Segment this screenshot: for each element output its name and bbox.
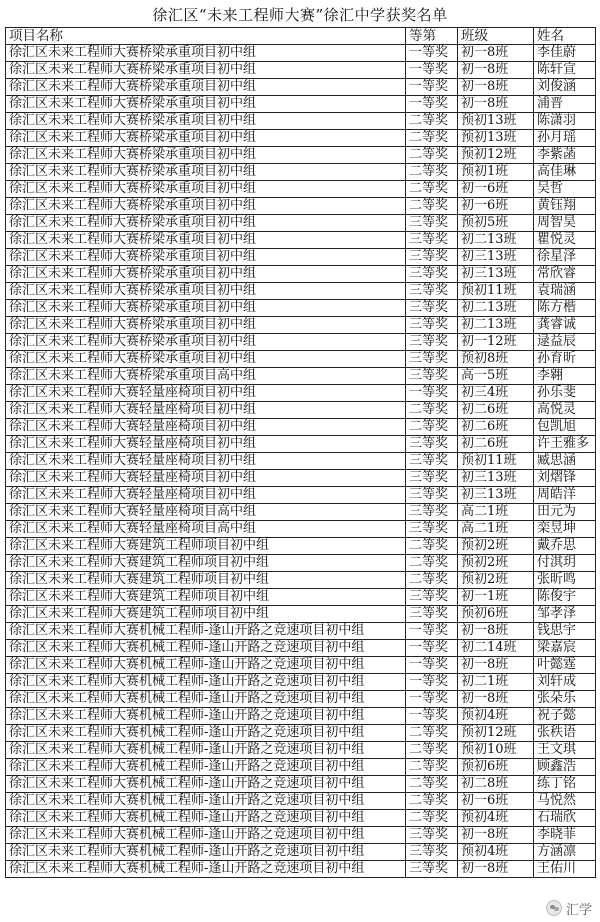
cell-name: 张秩语: [534, 725, 596, 742]
cell-project: 徐汇区未来工程师大赛轻量座椅项目高中组: [6, 504, 406, 521]
cell-project: 徐汇区未来工程师大赛桥梁承重项目初中组: [6, 198, 406, 215]
cell-class: 初二8班: [458, 776, 534, 793]
cell-name: 孙月瑶: [534, 130, 596, 147]
cell-class: 初二13班: [458, 317, 534, 334]
cell-class: 预初4班: [458, 844, 534, 861]
cell-prize: 三等奖: [406, 844, 458, 861]
cell-project: 徐汇区未来工程师大赛机械工程师-逢山开路之竞速项目初中组: [6, 674, 406, 691]
cell-prize: 二等奖: [406, 198, 458, 215]
cell-prize: 二等奖: [406, 402, 458, 419]
table-row: [6, 96, 596, 113]
cell-project: 徐汇区未来工程师大赛机械工程师-逢山开路之竞速项目初中组: [6, 861, 406, 878]
cell-class: 初一8班: [458, 45, 534, 62]
cell-class: 初一1班: [458, 589, 534, 606]
cell-class: 预初5班: [458, 215, 534, 232]
cell-class: 预初2班: [458, 555, 534, 572]
header-name: 姓名: [534, 28, 596, 45]
cell-prize: 一等奖: [406, 96, 458, 113]
cell-project: 徐汇区未来工程师大赛机械工程师-逢山开路之竞速项目初中组: [6, 827, 406, 844]
cell-name: 臧思涵: [534, 453, 596, 470]
cell-name: 刘轩成: [534, 674, 596, 691]
table-row: [6, 215, 596, 232]
cell-prize: 三等奖: [406, 521, 458, 538]
cell-name: 顾鑫浩: [534, 759, 596, 776]
cell-project: 徐汇区未来工程师大赛桥梁承重项目初中组: [6, 164, 406, 181]
cell-name: 周皓洋: [534, 487, 596, 504]
cell-project: 徐汇区未来工程师大赛机械工程师-逢山开路之竞速项目初中组: [6, 725, 406, 742]
document-title: 徐汇区“未来工程师大赛”徐汇中学获奖名单: [152, 6, 448, 24]
cell-class: 初一8班: [458, 62, 534, 79]
cell-prize: 二等奖: [406, 181, 458, 198]
cell-project: 徐汇区未来工程师大赛桥梁承重项目初中组: [6, 147, 406, 164]
cell-name: 李翱: [534, 368, 596, 385]
cell-project: 徐汇区未来工程师大赛轻量座椅项目初中组: [6, 385, 406, 402]
cell-class: 高二1班: [458, 521, 534, 538]
cell-project: 徐汇区未来工程师大赛机械工程师-逢山开路之竞速项目初中组: [6, 640, 406, 657]
cell-name: 吴哲: [534, 181, 596, 198]
cell-class: 初一6班: [458, 793, 534, 810]
cell-name: 陈轩宣: [534, 62, 596, 79]
cell-name: 袁瑞涵: [534, 283, 596, 300]
table-row: [6, 810, 596, 827]
cell-project: 徐汇区未来工程师大赛轻量座椅项目高中组: [6, 521, 406, 538]
table-row: [6, 130, 596, 147]
cell-name: 李紫菡: [534, 147, 596, 164]
cell-name: 王文琪: [534, 742, 596, 759]
table-row: [6, 334, 596, 351]
cell-prize: 一等奖: [406, 708, 458, 725]
table-row: [6, 606, 596, 623]
cell-project: 徐汇区未来工程师大赛建筑工程师项目初中组: [6, 572, 406, 589]
table-header-row: [6, 28, 596, 45]
cell-class: 预初1班: [458, 164, 534, 181]
cell-name: 钱思宇: [534, 623, 596, 640]
cell-prize: 三等奖: [406, 334, 458, 351]
cell-prize: 一等奖: [406, 657, 458, 674]
cell-name: 祝子懿: [534, 708, 596, 725]
cell-prize: 三等奖: [406, 351, 458, 368]
table-row: [6, 147, 596, 164]
table-row: [6, 691, 596, 708]
header-prize: 等第: [406, 28, 458, 45]
cell-project: 徐汇区未来工程师大赛轻量座椅项目初中组: [6, 402, 406, 419]
table-row: [6, 368, 596, 385]
table-row: [6, 62, 596, 79]
cell-class: 高一5班: [458, 368, 534, 385]
cell-class: 预初2班: [458, 572, 534, 589]
cell-class: 初一6班: [458, 181, 534, 198]
cell-project: 徐汇区未来工程师大赛机械工程师-逢山开路之竞速项目初中组: [6, 759, 406, 776]
cell-project: 徐汇区未来工程师大赛桥梁承重项目初中组: [6, 130, 406, 147]
table-row: [6, 79, 596, 96]
cell-name: 张朵乐: [534, 691, 596, 708]
cell-project: 徐汇区未来工程师大赛桥梁承重项目初中组: [6, 215, 406, 232]
cell-prize: 三等奖: [406, 436, 458, 453]
cell-class: 初二6班: [458, 402, 534, 419]
cell-class: 预初8班: [458, 351, 534, 368]
cell-prize: 三等奖: [406, 266, 458, 283]
cell-name: 周智昊: [534, 215, 596, 232]
cell-project: 徐汇区未来工程师大赛桥梁承重项目初中组: [6, 351, 406, 368]
cell-name: 付淇玥: [534, 555, 596, 572]
table-row: [6, 385, 596, 402]
cell-prize: 二等奖: [406, 572, 458, 589]
cell-prize: 二等奖: [406, 538, 458, 555]
cell-class: 初一8班: [458, 96, 534, 113]
cell-prize: 三等奖: [406, 249, 458, 266]
table-row: [6, 419, 596, 436]
table-row: [6, 844, 596, 861]
cell-project: 徐汇区未来工程师大赛桥梁承重项目初中组: [6, 113, 406, 130]
table-row: [6, 181, 596, 198]
table-row: [6, 113, 596, 130]
cell-class: 初三13班: [458, 487, 534, 504]
cell-class: 预初13班: [458, 113, 534, 130]
cell-prize: 三等奖: [406, 470, 458, 487]
cell-class: 预初13班: [458, 130, 534, 147]
cell-prize: 二等奖: [406, 113, 458, 130]
cell-class: 初一8班: [458, 861, 534, 878]
cell-name: 戴乔思: [534, 538, 596, 555]
cell-name: 高佳琳: [534, 164, 596, 181]
cell-project: 徐汇区未来工程师大赛桥梁承重项目初中组: [6, 334, 406, 351]
table-row: [6, 640, 596, 657]
cell-prize: 一等奖: [406, 623, 458, 640]
cell-prize: 二等奖: [406, 742, 458, 759]
table-row: [6, 266, 596, 283]
cell-name: 栾昱坤: [534, 521, 596, 538]
table-row: [6, 861, 596, 878]
cell-name: 石瑞欣: [534, 810, 596, 827]
cell-prize: 二等奖: [406, 759, 458, 776]
cell-class: 初一6班: [458, 198, 534, 215]
table-row: [6, 45, 596, 62]
cell-project: 徐汇区未来工程师大赛桥梁承重项目初中组: [6, 79, 406, 96]
table-row: [6, 827, 596, 844]
cell-prize: 三等奖: [406, 300, 458, 317]
cell-project: 徐汇区未来工程师大赛桥梁承重项目初中组: [6, 266, 406, 283]
cell-project: 徐汇区未来工程师大赛桥梁承重项目初中组: [6, 317, 406, 334]
cell-project: 徐汇区未来工程师大赛机械工程师-逢山开路之竞速项目初中组: [6, 844, 406, 861]
table-row: [6, 521, 596, 538]
table-row: [6, 776, 596, 793]
cell-prize: 一等奖: [406, 45, 458, 62]
cell-class: 初一8班: [458, 623, 534, 640]
cell-name: 瞿悦灵: [534, 232, 596, 249]
cell-class: 初一12班: [458, 334, 534, 351]
cell-prize: 二等奖: [406, 810, 458, 827]
cell-prize: 三等奖: [406, 504, 458, 521]
cell-name: 叶懿霆: [534, 657, 596, 674]
cell-name: 方涵凛: [534, 844, 596, 861]
table-row: [6, 198, 596, 215]
cell-prize: 三等奖: [406, 827, 458, 844]
table-row: [6, 725, 596, 742]
header-project: 项目名称: [6, 28, 406, 45]
cell-name: 包凯旭: [534, 419, 596, 436]
cell-project: 徐汇区未来工程师大赛机械工程师-逢山开路之竞速项目初中组: [6, 708, 406, 725]
watermark-text: 汇学: [565, 902, 592, 918]
cell-prize: 三等奖: [406, 368, 458, 385]
cell-class: 预初6班: [458, 606, 534, 623]
cell-project: 徐汇区未来工程师大赛轻量座椅项目初中组: [6, 419, 406, 436]
cell-class: 初二13班: [458, 300, 534, 317]
header-class: 班级: [458, 28, 534, 45]
table-row: [6, 453, 596, 470]
cell-prize: 二等奖: [406, 776, 458, 793]
cell-project: 徐汇区未来工程师大赛桥梁承重项目初中组: [6, 232, 406, 249]
cell-class: 预初4班: [458, 810, 534, 827]
cell-class: 初三4班: [458, 385, 534, 402]
table-row: [6, 657, 596, 674]
cell-name: 孙育昕: [534, 351, 596, 368]
table-row: [6, 623, 596, 640]
cell-class: 预初12班: [458, 725, 534, 742]
watermark: [546, 897, 592, 919]
cell-class: 预初10班: [458, 742, 534, 759]
cell-name: 马悦然: [534, 793, 596, 810]
cell-class: 初一8班: [458, 657, 534, 674]
table-row: [6, 351, 596, 368]
cell-prize: 二等奖: [406, 419, 458, 436]
cell-name: 刘俊涵: [534, 79, 596, 96]
cell-class: 初一8班: [458, 691, 534, 708]
table-row: [6, 402, 596, 419]
cell-class: 初二6班: [458, 436, 534, 453]
table-row: [6, 674, 596, 691]
cell-name: 陈潇羽: [534, 113, 596, 130]
cell-name: 陈俊宇: [534, 589, 596, 606]
cell-project: 徐汇区未来工程师大赛建筑工程师项目初中组: [6, 538, 406, 555]
cell-project: 徐汇区未来工程师大赛建筑工程师项目初中组: [6, 555, 406, 572]
table-row: [6, 436, 596, 453]
cell-prize: 三等奖: [406, 861, 458, 878]
cell-class: 预初2班: [458, 538, 534, 555]
wechat-icon: [546, 900, 562, 916]
cell-name: 许王雅多: [534, 436, 596, 453]
cell-project: 徐汇区未来工程师大赛机械工程师-逢山开路之竞速项目初中组: [6, 793, 406, 810]
cell-class: 初三13班: [458, 470, 534, 487]
table-row: [6, 555, 596, 572]
cell-prize: 三等奖: [406, 215, 458, 232]
cell-name: 逯益辰: [534, 334, 596, 351]
cell-prize: 三等奖: [406, 589, 458, 606]
cell-class: 预初11班: [458, 453, 534, 470]
table-row: [6, 283, 596, 300]
cell-name: 黄钰翔: [534, 198, 596, 215]
cell-prize: 三等奖: [406, 487, 458, 504]
table-row: [6, 742, 596, 759]
table-row: [6, 504, 596, 521]
cell-project: 徐汇区未来工程师大赛桥梁承重项目初中组: [6, 249, 406, 266]
cell-class: 初二14班: [458, 640, 534, 657]
table-row: [6, 793, 596, 810]
cell-project: 徐汇区未来工程师大赛建筑工程师项目初中组: [6, 606, 406, 623]
cell-prize: 三等奖: [406, 283, 458, 300]
cell-project: 徐汇区未来工程师大赛轻量座椅项目初中组: [6, 453, 406, 470]
cell-prize: 一等奖: [406, 640, 458, 657]
cell-name: 常欣睿: [534, 266, 596, 283]
cell-project: 徐汇区未来工程师大赛桥梁承重项目初中组: [6, 300, 406, 317]
cell-prize: 一等奖: [406, 691, 458, 708]
cell-prize: 二等奖: [406, 725, 458, 742]
cell-class: 初二13班: [458, 232, 534, 249]
cell-name: 刘熠锋: [534, 470, 596, 487]
cell-name: 梁嘉宸: [534, 640, 596, 657]
cell-class: 预初11班: [458, 283, 534, 300]
table-row: [6, 538, 596, 555]
cell-prize: 一等奖: [406, 674, 458, 691]
cell-name: 浦晋: [534, 96, 596, 113]
cell-project: 徐汇区未来工程师大赛机械工程师-逢山开路之竞速项目初中组: [6, 776, 406, 793]
award-table: [5, 27, 596, 878]
cell-project: 徐汇区未来工程师大赛桥梁承重项目高中组: [6, 368, 406, 385]
cell-project: 徐汇区未来工程师大赛桥梁承重项目初中组: [6, 283, 406, 300]
cell-name: 李佳蔚: [534, 45, 596, 62]
cell-prize: 二等奖: [406, 147, 458, 164]
cell-prize: 二等奖: [406, 130, 458, 147]
cell-name: 田元为: [534, 504, 596, 521]
cell-name: 李晓菲: [534, 827, 596, 844]
cell-name: 陈方楷: [534, 300, 596, 317]
cell-prize: 三等奖: [406, 453, 458, 470]
cell-class: 初一8班: [458, 79, 534, 96]
cell-project: 徐汇区未来工程师大赛桥梁承重项目初中组: [6, 62, 406, 79]
cell-project: 徐汇区未来工程师大赛轻量座椅项目初中组: [6, 470, 406, 487]
cell-name: 高悦灵: [534, 402, 596, 419]
cell-project: 徐汇区未来工程师大赛机械工程师-逢山开路之竞速项目初中组: [6, 742, 406, 759]
cell-prize: 一等奖: [406, 62, 458, 79]
cell-project: 徐汇区未来工程师大赛建筑工程师项目初中组: [6, 589, 406, 606]
table-row: [6, 487, 596, 504]
table-row: [6, 470, 596, 487]
cell-class: 初二6班: [458, 419, 534, 436]
cell-project: 徐汇区未来工程师大赛桥梁承重项目初中组: [6, 181, 406, 198]
cell-prize: 一等奖: [406, 385, 458, 402]
cell-name: 徐星泽: [534, 249, 596, 266]
cell-name: 邹孝泽: [534, 606, 596, 623]
cell-name: 张昕鸣: [534, 572, 596, 589]
cell-project: 徐汇区未来工程师大赛机械工程师-逢山开路之竞速项目初中组: [6, 657, 406, 674]
table-row: [6, 589, 596, 606]
cell-name: 练丁铭: [534, 776, 596, 793]
cell-name: 王佑川: [534, 861, 596, 878]
cell-name: 孙乐斐: [534, 385, 596, 402]
cell-prize: 二等奖: [406, 555, 458, 572]
cell-project: 徐汇区未来工程师大赛机械工程师-逢山开路之竞速项目初中组: [6, 691, 406, 708]
cell-class: 预初6班: [458, 759, 534, 776]
cell-class: 初三13班: [458, 266, 534, 283]
table-row: [6, 317, 596, 334]
cell-class: 预初12班: [458, 147, 534, 164]
cell-class: 初二1班: [458, 674, 534, 691]
cell-project: 徐汇区未来工程师大赛轻量座椅项目初中组: [6, 436, 406, 453]
cell-project: 徐汇区未来工程师大赛机械工程师-逢山开路之竞速项目初中组: [6, 623, 406, 640]
cell-prize: 一等奖: [406, 79, 458, 96]
cell-class: 初一8班: [458, 827, 534, 844]
cell-class: 高二1班: [458, 504, 534, 521]
cell-project: 徐汇区未来工程师大赛机械工程师-逢山开路之竞速项目初中组: [6, 810, 406, 827]
cell-prize: 三等奖: [406, 606, 458, 623]
table-row: [6, 759, 596, 776]
cell-prize: 三等奖: [406, 232, 458, 249]
table-row: [6, 249, 596, 266]
table-row: [6, 708, 596, 725]
table-row: [6, 164, 596, 181]
table-row: [6, 300, 596, 317]
cell-class: 预初4班: [458, 708, 534, 725]
cell-name: 龚睿诚: [534, 317, 596, 334]
cell-prize: 二等奖: [406, 793, 458, 810]
table-row: [6, 572, 596, 589]
cell-project: 徐汇区未来工程师大赛桥梁承重项目初中组: [6, 96, 406, 113]
table-row: [6, 232, 596, 249]
cell-project: 徐汇区未来工程师大赛轻量座椅项目初中组: [6, 487, 406, 504]
cell-project: 徐汇区未来工程师大赛桥梁承重项目初中组: [6, 45, 406, 62]
cell-class: 初三13班: [458, 249, 534, 266]
cell-prize: 三等奖: [406, 317, 458, 334]
cell-prize: 二等奖: [406, 164, 458, 181]
